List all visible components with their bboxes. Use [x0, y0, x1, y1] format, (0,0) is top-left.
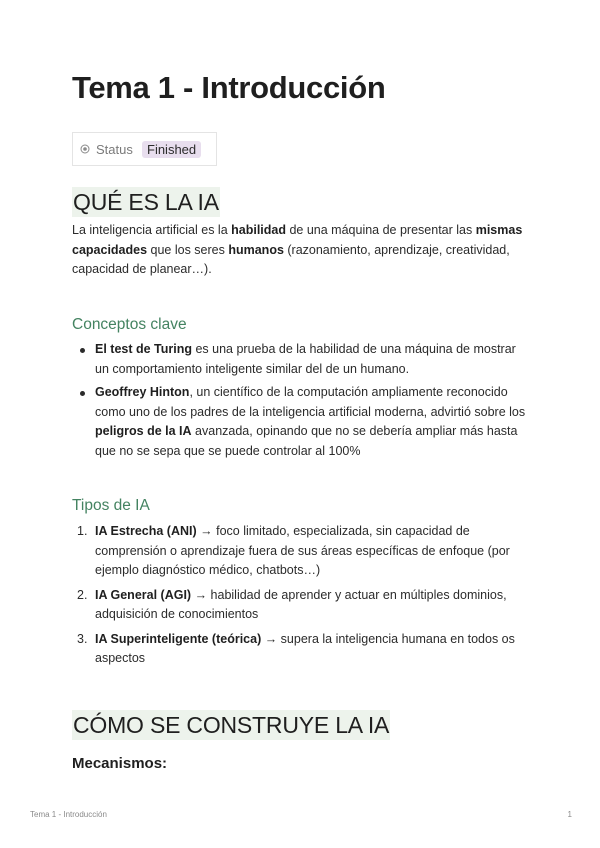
list-item: El test de Turing es una prueba de la habilidad de una máquina de mostrar un comportamiento inteligente similar del de un humano. [72, 340, 532, 379]
status-property [72, 132, 217, 166]
tipos-list [72, 522, 532, 674]
status-badge[interactable]: Finished [142, 141, 201, 158]
list-item: 2. IA General (AGI) → habilidad de aprender y actuar en múltiples dominios, adquisición de conocimientos [77, 587, 507, 621]
section-heading-como-se-construye: CÓMO SE CONSTRUYE LA IA [73, 712, 390, 738]
list-item: Geoffrey Hinton, un científico de la computación ampliamente reconocido como uno de los padres de la inteligencia artificial moderna, advirtió sobre los peligros de la IA avanzada, opinando que no se debería ampliar más hasta que no se sepa que se puede controlar al 100% [72, 383, 532, 461]
section-heading-que-es-la-ia: QUÉ ES LA IA [73, 189, 219, 215]
list-item: 3. IA Superinteligente (teórica) → supera la inteligencia humana en todos os aspectos [77, 631, 515, 665]
footer-title: Tema 1 - Introducción [30, 810, 107, 819]
conceptos-list [72, 340, 532, 465]
list-number: 3. [77, 631, 88, 646]
status-icon [80, 144, 90, 154]
list-item: 1. IA Estrecha (ANI) → foco limitado, especializada, sin capacidad de comprensión o aprendizaje fuera de sus áreas específicas de enfoque (por ejemplo diagnóstico médico, chatbots…) [77, 524, 510, 577]
list-number: 2. [77, 587, 88, 602]
status-label: Status [96, 141, 133, 157]
subheading-conceptos-clave: Conceptos clave [72, 316, 187, 333]
subheading-tipos-de-ia: Tipos de IA [72, 497, 150, 514]
intro-paragraph: La inteligencia artificial es la habilidad de una máquina de presentar las mismas capacidades que los seres humanos (razonamiento, aprendizaje, creatividad, capacidad de planear…). [72, 223, 523, 276]
list-number: 1. [77, 524, 88, 538]
page-title: Tema 1 - Introducción [72, 70, 386, 105]
page-number: 1 [567, 810, 572, 819]
subheading-mecanismos: Mecanismos: [72, 755, 168, 772]
